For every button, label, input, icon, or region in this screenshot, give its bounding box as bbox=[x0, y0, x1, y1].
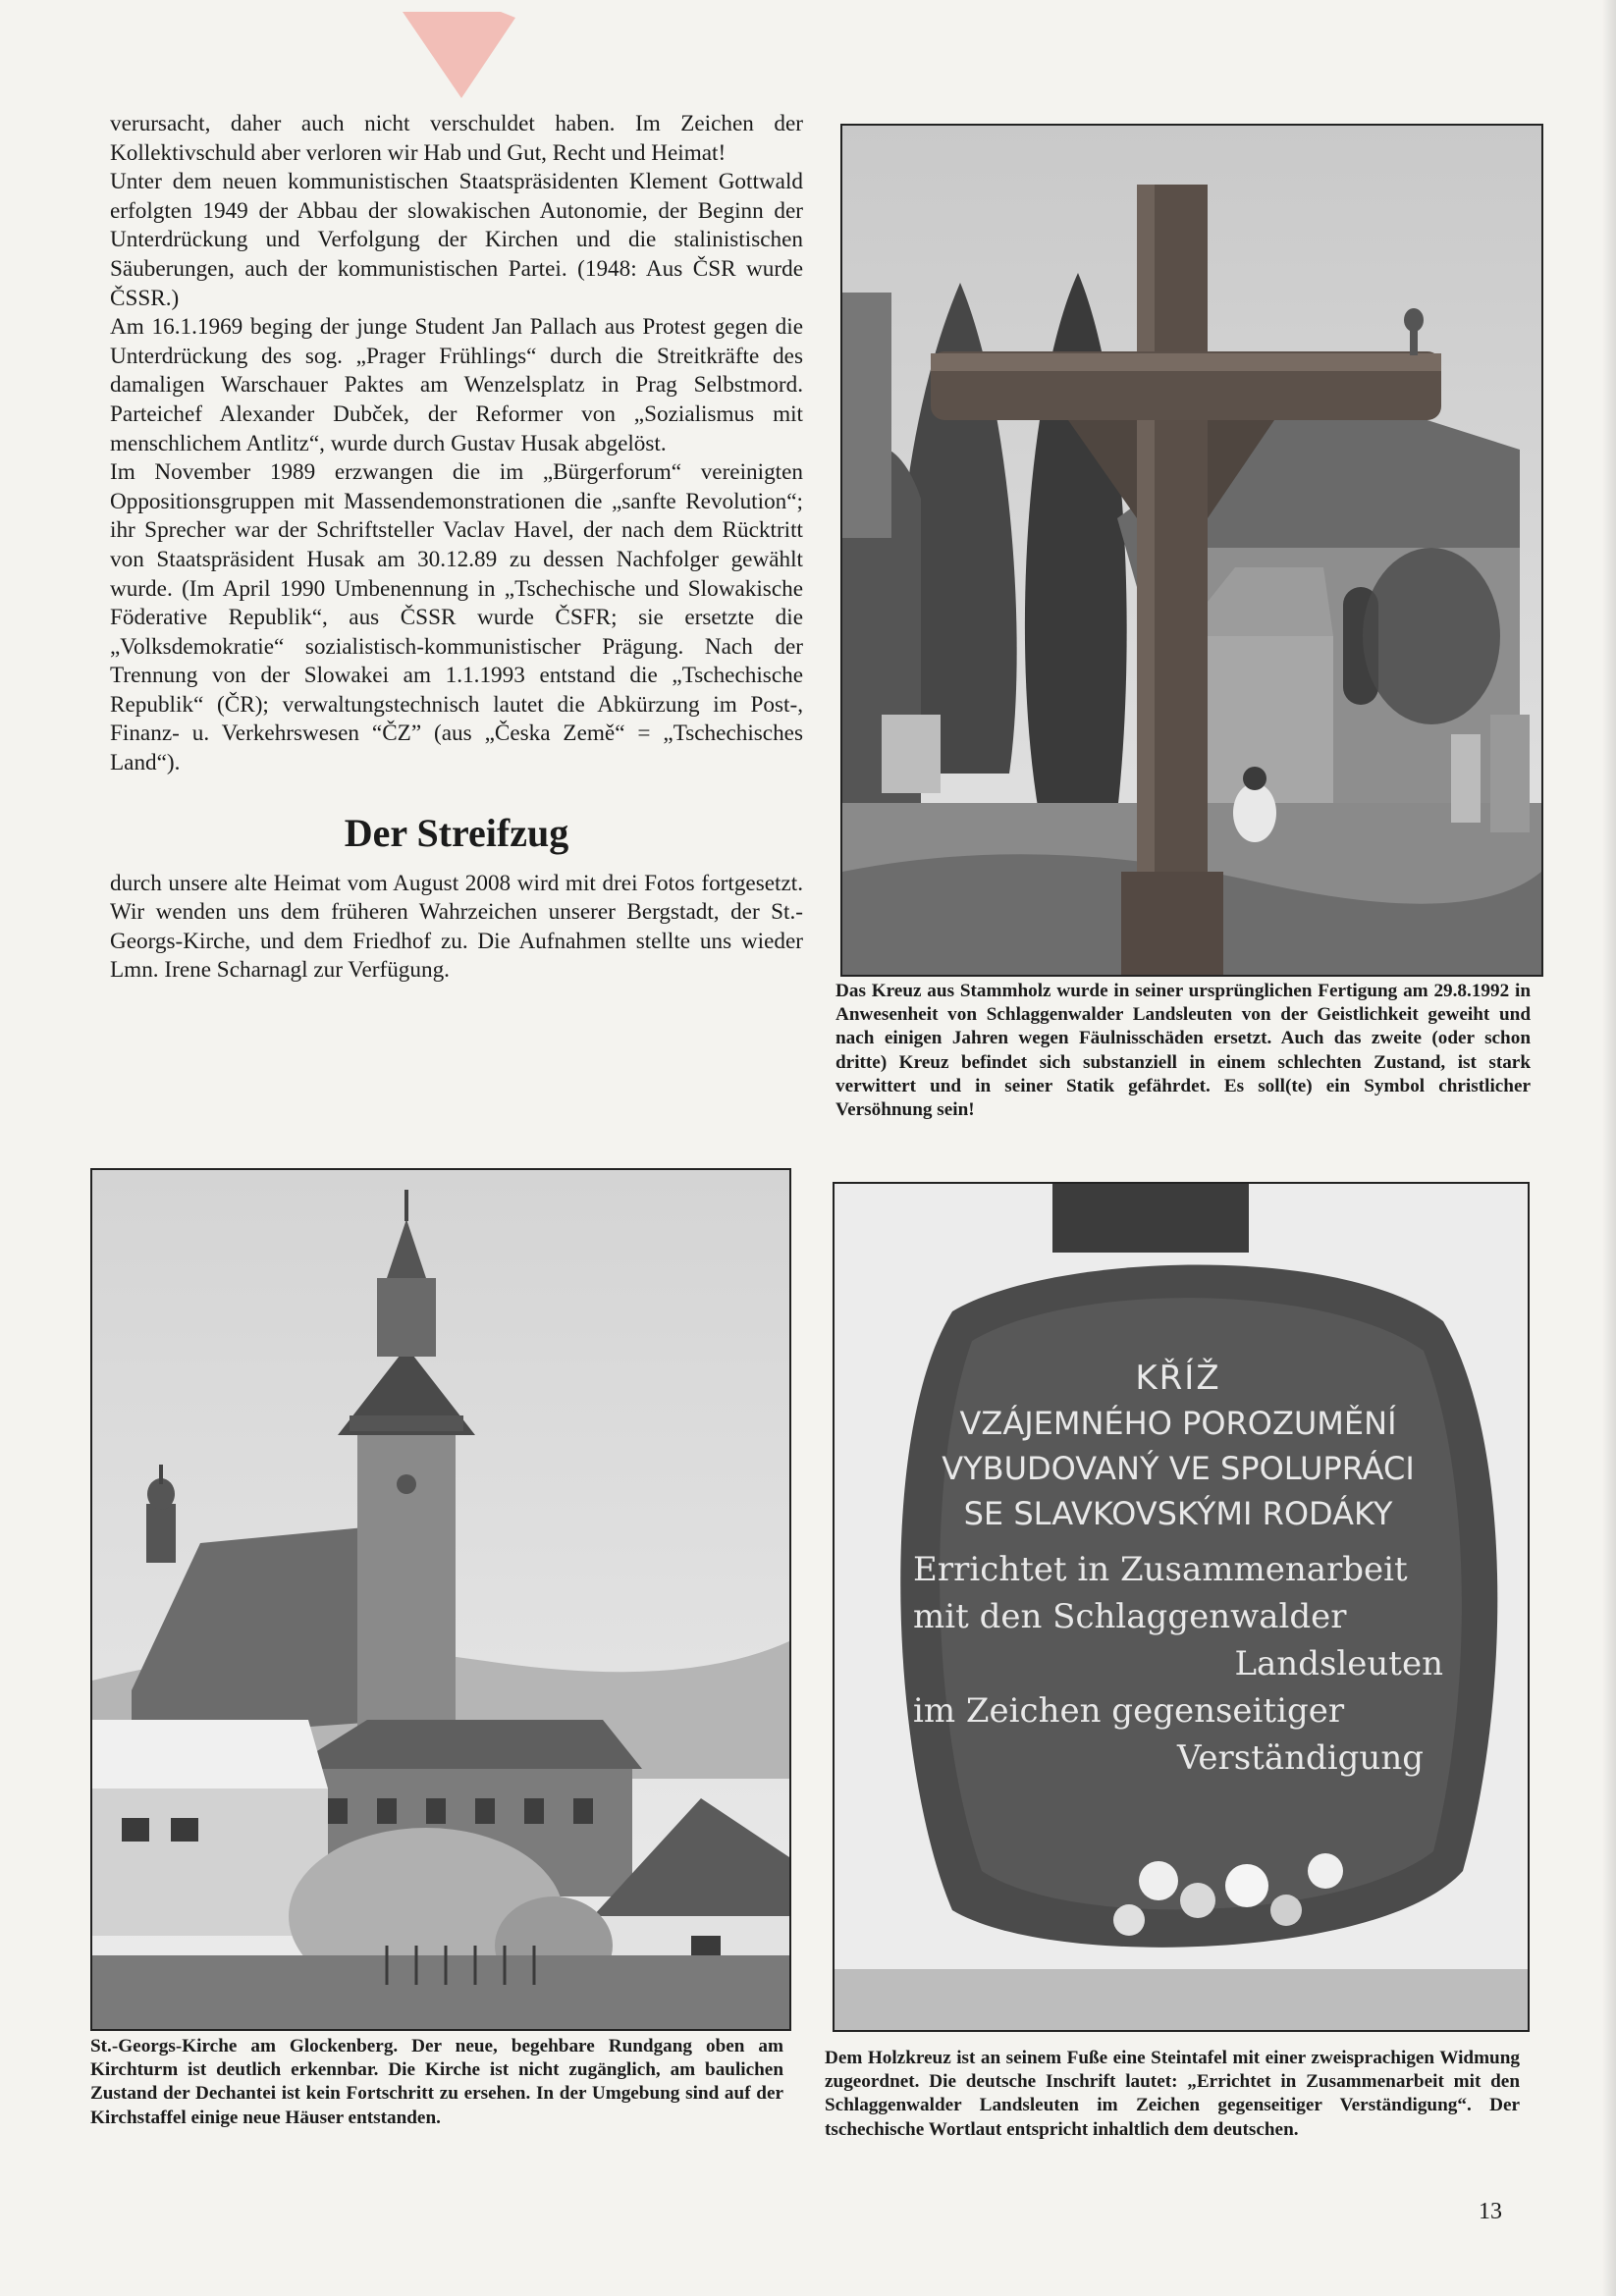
church-illustration bbox=[92, 1170, 789, 2029]
paragraph-november-1989: Im November 1989 erzwangen die im „Bürgerforum“ vereinigten Oppositionsgruppen mit Massendemonstrationen die „sanfte Revolution“; ihr Sprecher war der Schriftsteller Vaclav Havel, der nach dem Rücktritt von Staatspräsident Husak am 30.12.89 zu dessen Nachfolger gewählt wurde. (Im April 1990 Umbenennung in „Tschechische und Slowakische Föderative Republik“, aus ČSSR wurde ČSFR; sie ersetzte die „Volksdemokratie“ sozialistisch-kommunistischer Prägung. Nach der Trennung von der Slowakei am 1.1.1993 entstand die „Tschechische Republik“ (ČR); verwaltungstechnisch lautet die Abkürzung im Post-, Finanz- u. Verkehrswesen “ČZ” (aus „Česka Země“ = „Tschechisches Land“). bbox=[110, 459, 803, 776]
inscription-german-line-3: Landsleuten bbox=[1234, 1644, 1443, 1683]
photo-stone-tablet bbox=[833, 1182, 1530, 2032]
inscription-czech-line-4: SE SLAVKOVSKÝMI RODÁKY bbox=[963, 1495, 1393, 1532]
paragraph-streifzug: durch unsere alte Heimat vom August 2008 wird mit drei Fotos fortgesetzt. Wir wenden uns dem früheren Wahrzeichen unserer Bergstadt, der St.-Georgs-Kirche, und dem Friedhof zu. Die Aufnahmen stellte uns wieder Lmn. Irene Scharnagl zur Verfügung. bbox=[110, 870, 803, 984]
paragraph-pallach: Am 16.1.1969 beging der junge Student Jan Pallach aus Protest gegen die Unterdrückung des sog. „Prager Frühlings“ durch die Streitkräfte des damaligen Warschauer Paktes am Wenzelsplatz in Prag Selbstmord. Parteichef Alexander Dubček, der Reformer von „Sozialismus mit menschlichem Antlitz“, wurde durch Gustav Husak abgelöst. bbox=[110, 314, 803, 456]
paragraph-kollektivschuld: verursacht, daher auch nicht verschuldet haben. Im Zeichen der Kollektivschuld aber verloren wir Hab und Gut, Recht und Heimat! bbox=[110, 111, 803, 166]
photo-st-georgs-kirche bbox=[90, 1168, 791, 2031]
stone-inscription bbox=[903, 1356, 1453, 1782]
inscription-german-line-4: im Zeichen gegenseitiger bbox=[913, 1691, 1345, 1731]
page-edge-shadow bbox=[1602, 0, 1616, 2296]
inscription-czech-line-3: VYBUDOVANÝ VE SPOLUPRÁCI bbox=[942, 1450, 1415, 1487]
photo-wooden-cross bbox=[840, 124, 1543, 977]
caption-stone-tablet: Dem Holzkreuz ist an seinem Fuße eine Steintafel mit einer zweisprachigen Widmung zugeordnet. Die deutsche Inschrift lautet: „Errichtet in Zusammenarbeit mit den Schlaggenwalder Landsleuten im Zeichen gegenseitiger Verständigung“. Der tschechische Wortlaut entspricht inhaltlich dem deutschen. bbox=[825, 2048, 1520, 2140]
page-number: 13 bbox=[1479, 2199, 1502, 2224]
section-heading-streifzug: Der Streifzug bbox=[344, 810, 569, 855]
inscription-german-line-5: Verständigung bbox=[1176, 1738, 1424, 1778]
page-corner-mark bbox=[393, 12, 530, 100]
inscription-german-line-2: mit den Schlaggenwalder bbox=[913, 1597, 1347, 1636]
wooden-cross-illustration bbox=[842, 126, 1541, 975]
left-text-column bbox=[110, 110, 803, 986]
paragraph-gottwald: Unter dem neuen kommunistischen Staatspräsidenten Klement Gottwald erfolgten 1949 der Abbau der slowakischen Autonomie, der Beginn der Unterdrückung und Verfolgung der Kirchen und die stalinistischen Säuberungen, auch der kommunistischen Partei. (1948: Aus ČSR wurde ČSSR.) bbox=[110, 169, 803, 311]
inscription-czech-line-2: VZÁJEMNÉHO POROZUMĚNÍ bbox=[959, 1405, 1397, 1442]
inscription-german-line-1: Errichtet in Zusammenarbeit bbox=[913, 1550, 1408, 1589]
caption-st-georgs-kirche: St.-Georgs-Kirche am Glockenberg. Der neue, begehbare Rundgang oben am Kirchturm ist deutlich erkennbar. Die Kirche ist nicht zugänglich, am baulichen Zustand der Dechantei ist kein Fortschritt zu ersehen. In der Umgebung sind auf der Kirchstaffel einige neue Häuser entstanden. bbox=[90, 2036, 783, 2128]
inscription-czech-line-1: KŘÍŽ bbox=[1135, 1359, 1221, 1398]
caption-wooden-cross: Das Kreuz aus Stammholz wurde in seiner ursprünglichen Fertigung am 29.8.1992 in Anwesenheit von Schlaggenwalder Landsleuten von der Geistlichkeit geweiht und nach einigen Jahren wegen Fäulnisschäden ersetzt. Auch das zweite (oder schon dritte) Kreuz befindet sich substanziell in einem schlechten Zustand, ist stark verwittert und in seiner Statik gefährdet. Es soll(te) ein Symbol christlicher Versöhnung sein! bbox=[835, 981, 1531, 1121]
